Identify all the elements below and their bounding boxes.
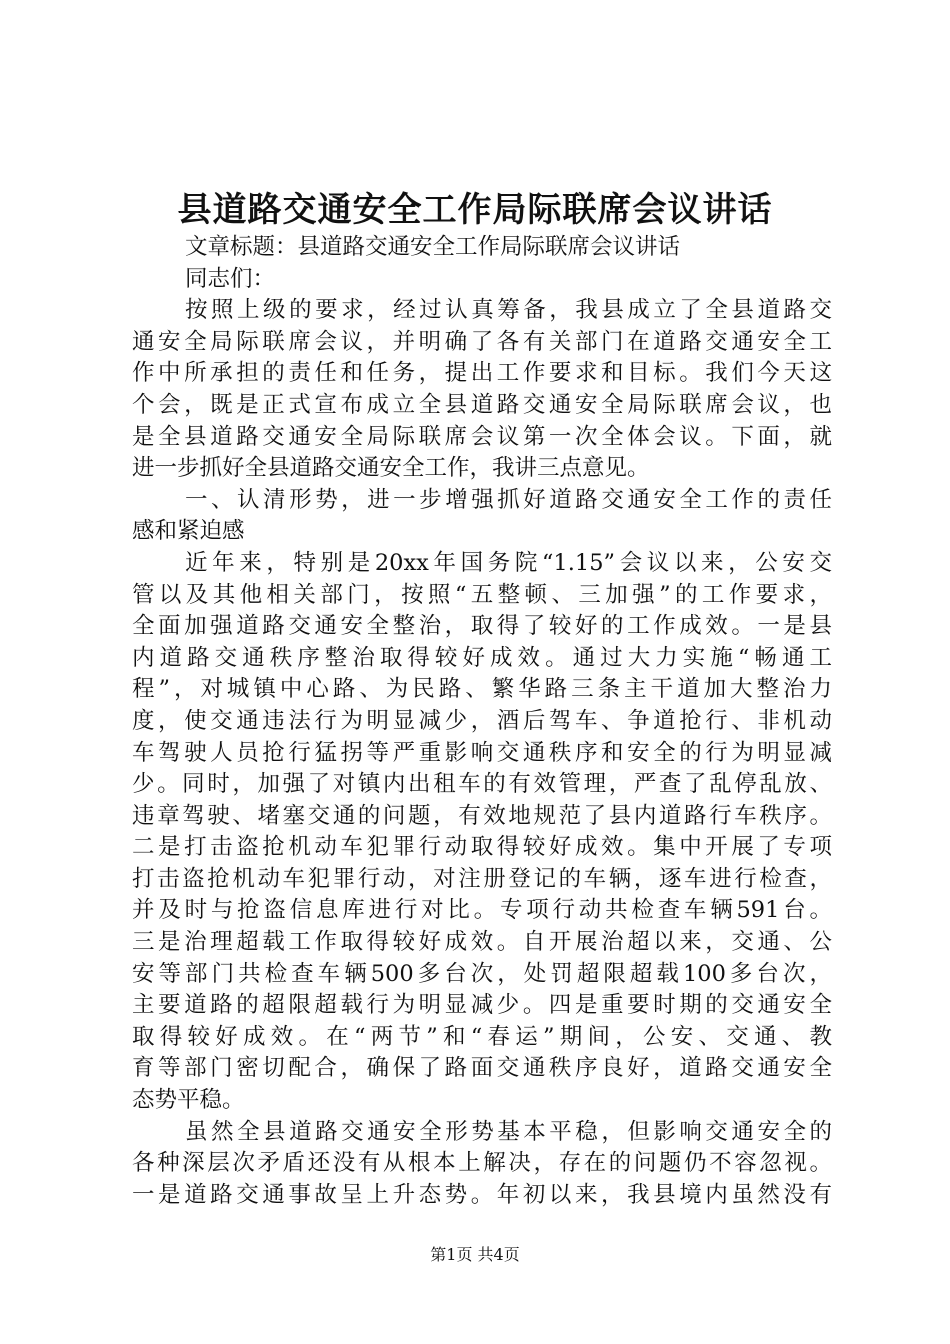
article-title-line: 文章标题：县道路交通安全工作局际联席会议讲话: [185, 234, 681, 260]
text-line: 二是打击盗抢机动车犯罪行动取得较好成效。集中开展了专项: [132, 834, 832, 861]
text-line: 全面加强道路交通安全整治，取得了较好的工作成效。一是县: [132, 613, 832, 640]
text-line: 一是道路交通事故呈上升态势。年初以来，我县境内虽然没有: [132, 1181, 832, 1208]
text-line: 个会，既是正式宣布成立全县道路交通安全局际联席会议，也: [132, 391, 832, 418]
document-body: [132, 232, 832, 1211]
text-line: 内道路交通秩序整治取得较好成效。通过大力实施“畅通工: [132, 644, 832, 671]
text-line: 程”，对城镇中心路、为民路、繁华路三条主干道加大整治力: [132, 676, 832, 703]
text-line: 虽然全县道路交通安全形势基本平稳，但影响交通安全的: [185, 1118, 832, 1145]
text-line: 主要道路的超限超载行为明显减少。四是重要时期的交通安全: [132, 992, 832, 1019]
text-line: 三是治理超载工作取得较好成效。自开展治超以来，交通、公: [132, 929, 832, 956]
text-line: 安等部门共检查车辆500多台次，处罚超限超载100多台次，: [132, 960, 832, 987]
text-line: 少。同时，加强了对镇内出租车的有效管理，严查了乱停乱放、: [132, 771, 832, 798]
text-line: 度，使交通违法行为明显减少，酒后驾车、争道抢行、非机动: [132, 707, 832, 734]
text-line: 打击盗抢机动车犯罪行动，对注册登记的车辆，逐车进行检查，: [132, 865, 832, 892]
document-title: 县道路交通安全工作局际联席会议讲话: [177, 190, 773, 230]
text-line: 态势平稳。: [132, 1087, 245, 1114]
page-number-footer: 第1页 共4页: [430, 1245, 520, 1264]
text-line: 近年来，特别是20xx年国务院“1.15”会议以来，公安交: [185, 549, 832, 576]
salutation-line: 同志们：: [185, 265, 276, 292]
text-line: 各种深层次矛盾还没有从根本上解决，存在的问题仍不容忽视。: [132, 1150, 832, 1177]
text-line: 违章驾驶、堵塞交通的问题，有效地规范了县内道路行车秩序。: [132, 802, 832, 829]
text-line: 管以及其他相关部门，按照“五整顿、三加强”的工作要求，: [132, 581, 832, 608]
text-line: 通安全局际联席会议，并明确了各有关部门在道路交通安全工: [132, 328, 832, 355]
text-line: 育等部门密切配合，确保了路面交通秩序良好，道路交通安全: [132, 1055, 832, 1082]
text-line: 作中所承担的责任和任务，提出工作要求和目标。我们今天这: [132, 360, 832, 387]
text-line: 并及时与抢盗信息库进行对比。专项行动共检查车辆591台。: [132, 897, 832, 924]
section-heading-line: 感和紧迫感: [132, 518, 245, 545]
section-heading-line: 一、认清形势，进一步增强抓好道路交通安全工作的责任: [185, 486, 832, 513]
text-line: 车驾驶人员抢行猛拐等严重影响交通秩序和安全的行为明显减: [132, 739, 832, 766]
text-line: 按照上级的要求，经过认真筹备，我县成立了全县道路交: [185, 297, 832, 324]
text-line: 进一步抓好全县道路交通安全工作，我讲三点意见。: [132, 455, 650, 482]
text-line: 取得较好成效。在“两节”和“春运”期间，公安、交通、教: [132, 1023, 832, 1050]
text-line: 是全县道路交通安全局际联席会议第一次全体会议。下面，就: [132, 423, 832, 450]
